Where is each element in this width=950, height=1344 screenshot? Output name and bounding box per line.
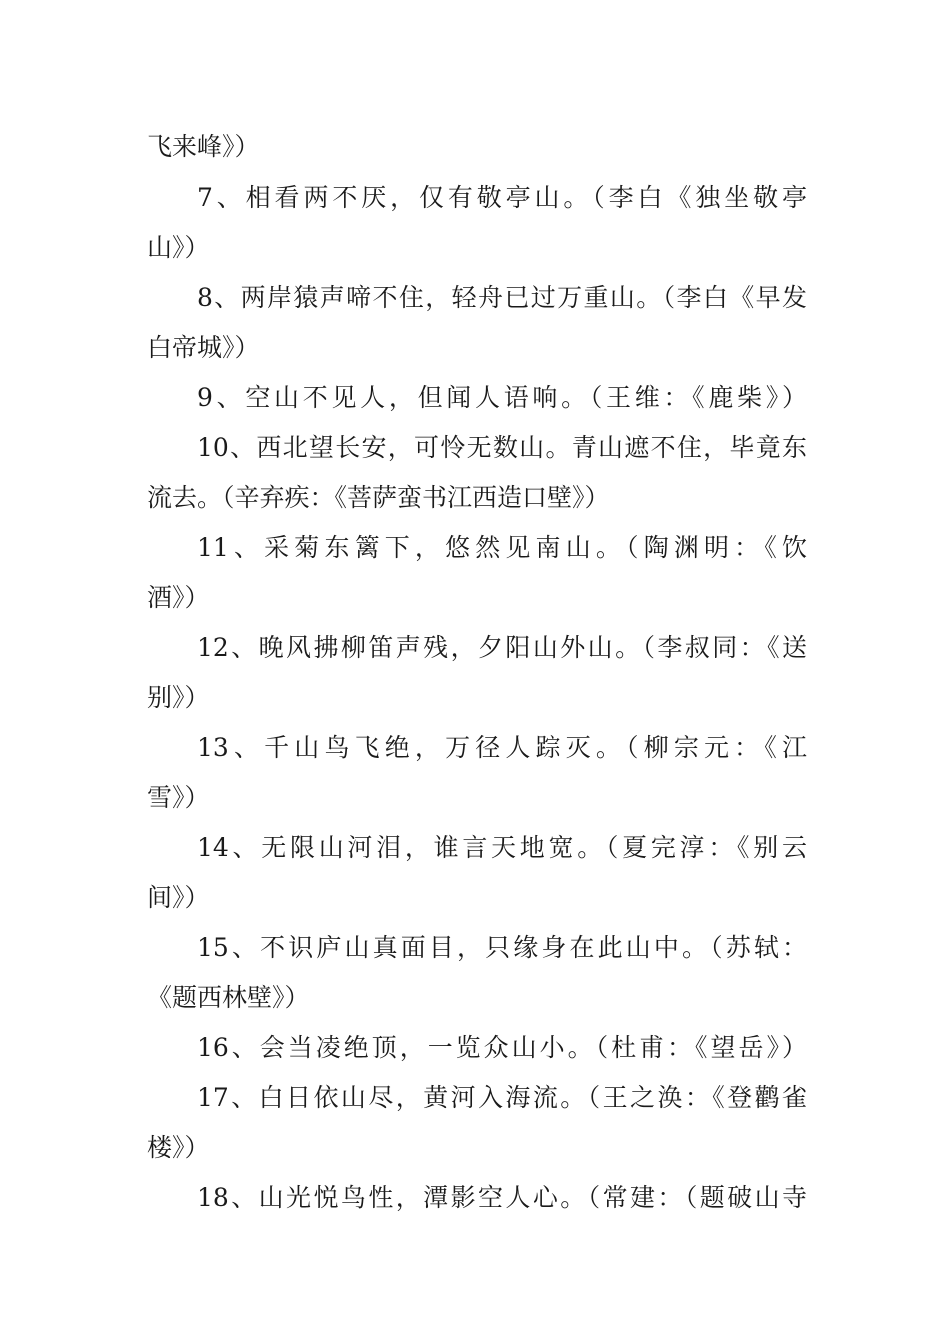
text-line-item-9: 9、空山不见人，但闻人语响。（王维：《鹿柴》） (197, 383, 807, 412)
text-line-item-17-cont: 楼》） (147, 1133, 210, 1162)
text-line-item-13: 13、千山鸟飞绝，万径人踪灭。（柳宗元：《江 (197, 733, 807, 762)
text-line-item-8: 8、两岸猿声啼不住，轻舟已过万重山。（李白《早发 (197, 283, 807, 312)
text-line-item-14-cont: 间》） (147, 883, 210, 912)
text-line-item-16: 16、会当凌绝顶，一览众山小。（杜甫：《望岳》） (197, 1033, 807, 1062)
text-line-item-12: 12、晚风拂柳笛声残，夕阳山外山。（李叔同：《送 (197, 633, 807, 662)
text-line-item-10-cont: 流去。（辛弃疾：《菩萨蛮书江西造口壁》） (147, 483, 610, 512)
text-line-item-14: 14、无限山河泪，谁言天地宽。（夏完淳：《别云 (197, 833, 807, 862)
text-line-item-7: 7、相看两不厌，仅有敬亭山。（李白《独坐敬亭 (197, 183, 807, 212)
text-line-item-11: 11、采菊东篱下，悠然见南山。（陶渊明：《饮 (197, 533, 807, 562)
text-line-item-12-cont: 别》） (147, 683, 210, 712)
text-line-item-8-cont: 白帝城》） (147, 333, 260, 362)
text-line-item-10: 10、西北望长安，可怜无数山。青山遮不住，毕竟东 (197, 433, 807, 462)
text-line-item-11-cont: 酒》） (147, 583, 210, 612)
text-line-item-13-cont: 雪》） (147, 783, 210, 812)
text-line-item-15: 15、不识庐山真面目，只缘身在此山中。（苏轼： (197, 933, 807, 962)
text-line-item-15-cont: 《题西林壁》） (147, 983, 310, 1012)
text-line-continuation: 飞来峰》） (147, 132, 260, 161)
text-line-item-7-cont: 山》） (147, 233, 210, 262)
text-line-item-17: 17、白日依山尽，黄河入海流。（王之涣：《登鹳雀 (197, 1083, 807, 1112)
text-line-item-18: 18、山光悦鸟性，潭影空人心。（常建：（题破山寺 (197, 1183, 807, 1212)
